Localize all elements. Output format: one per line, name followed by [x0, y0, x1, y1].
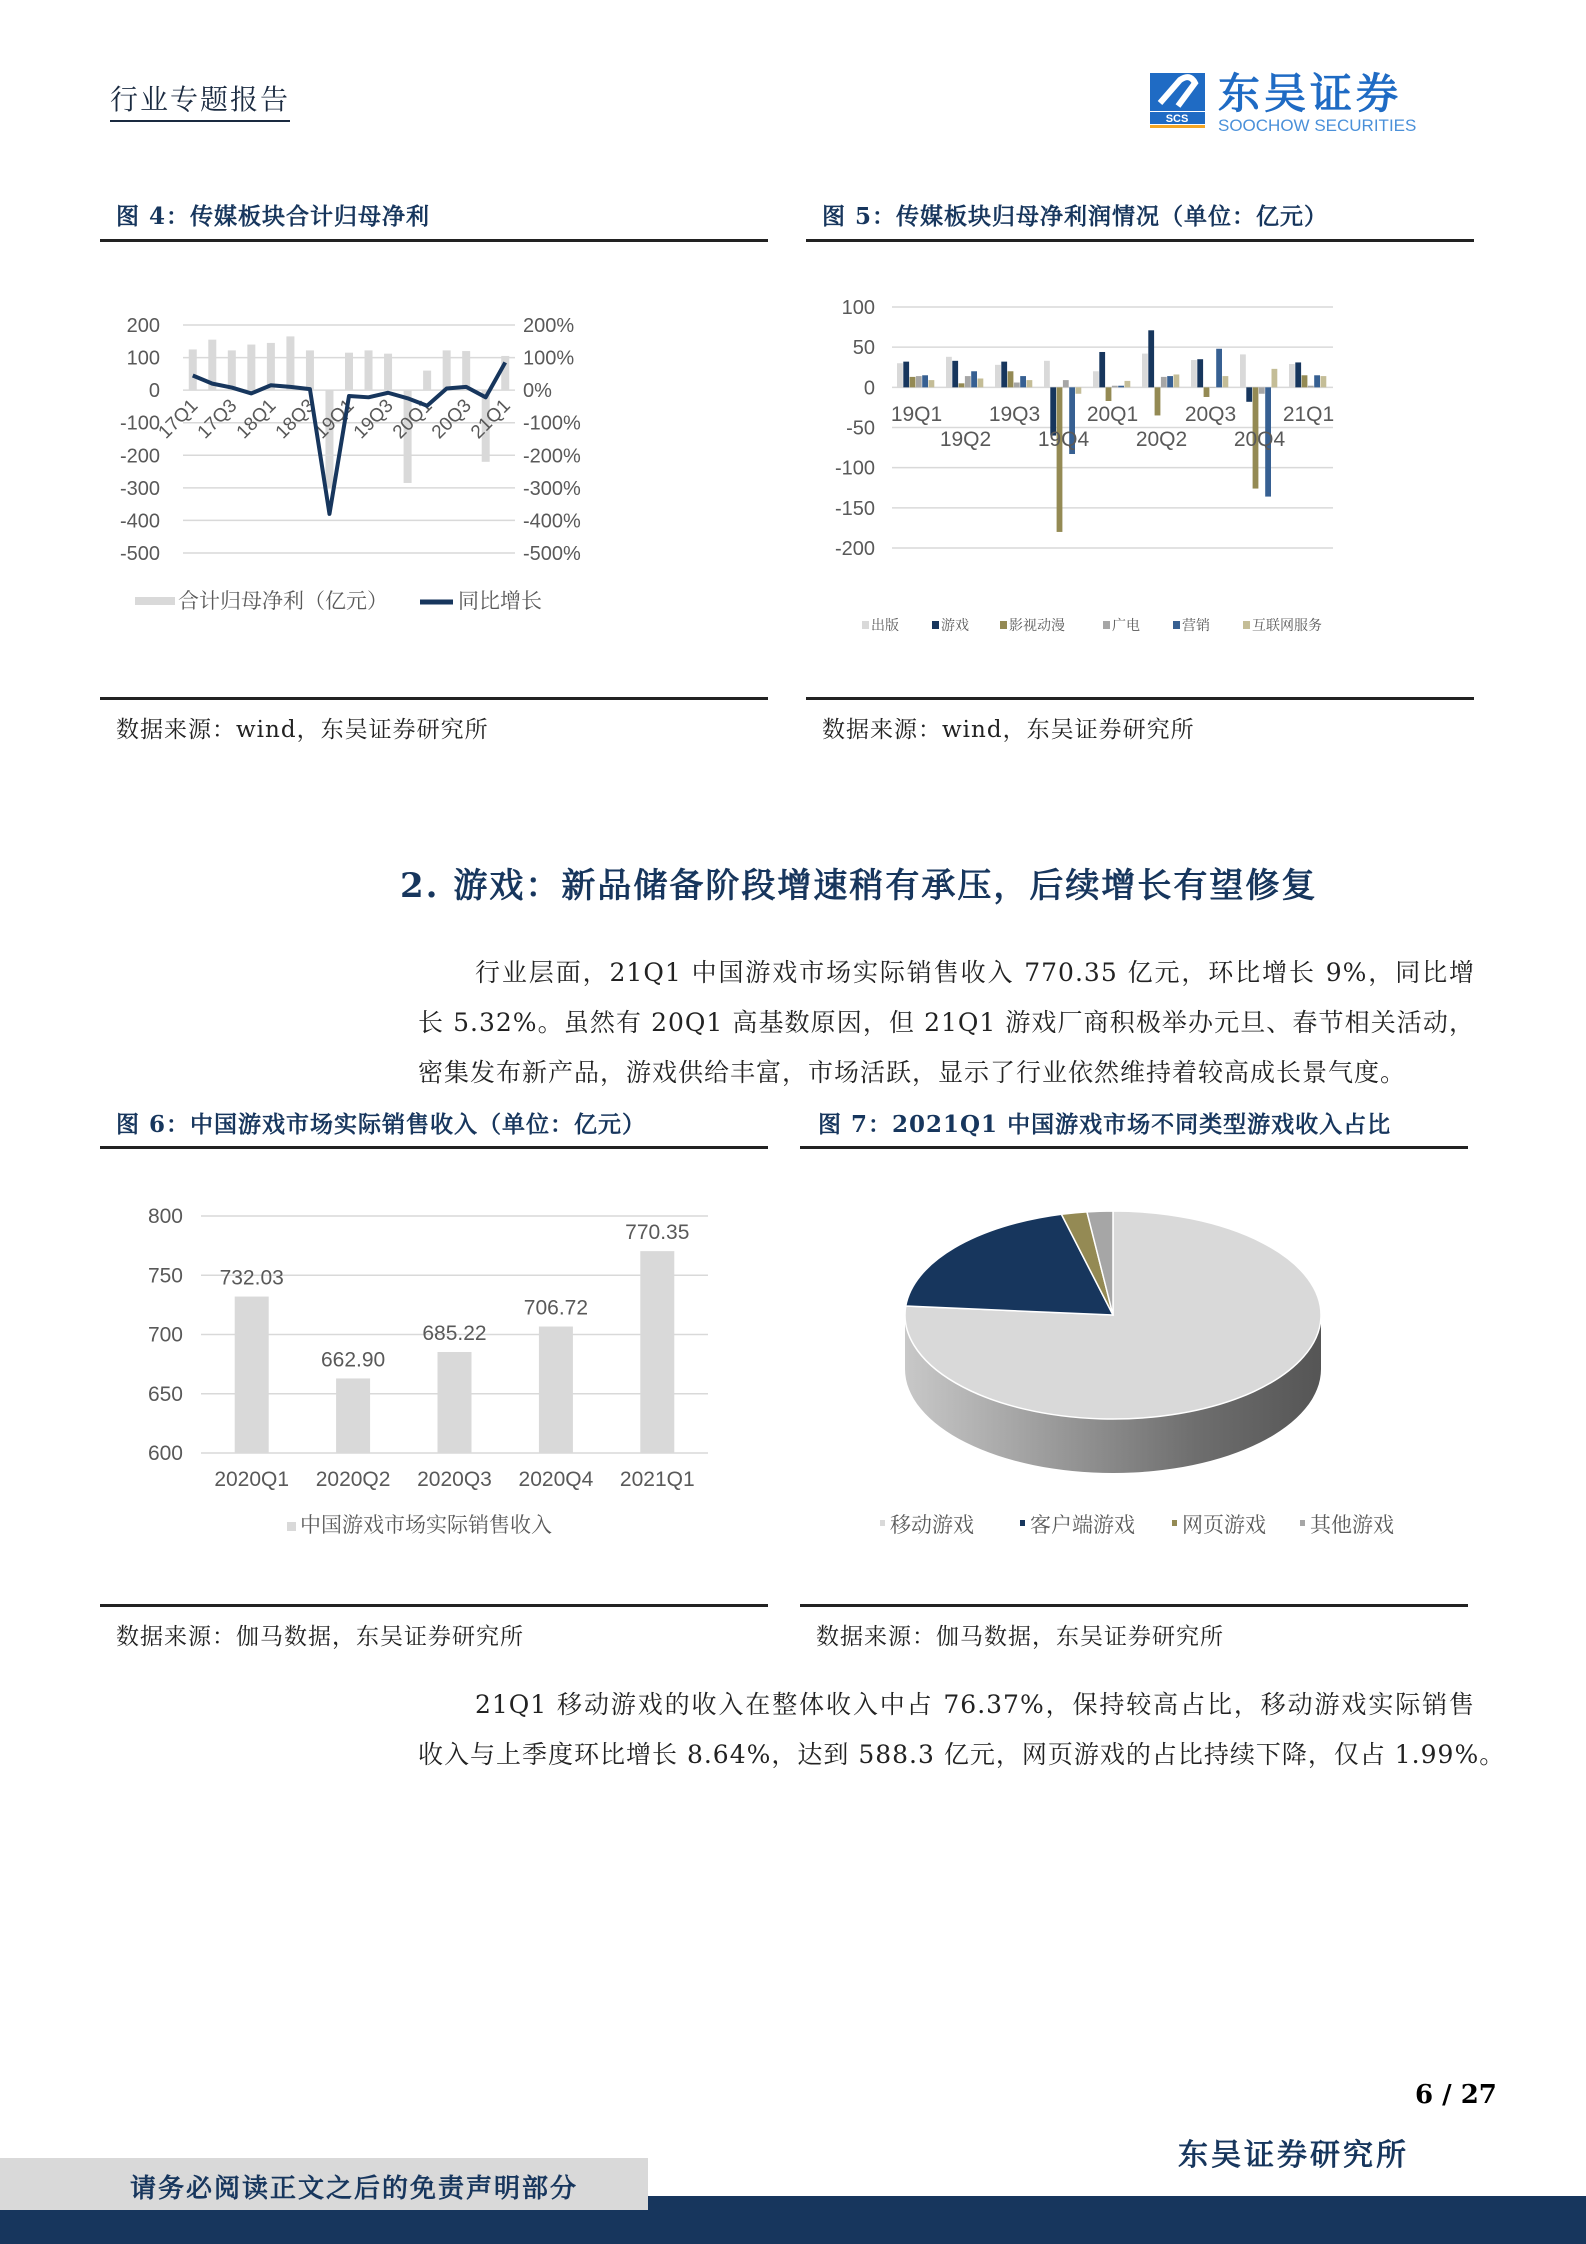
y-tick-label: 200: [126, 315, 160, 337]
y-tick-label: 50: [852, 337, 875, 360]
y-tick-label: -150: [834, 497, 875, 520]
fig5-top-rule: [806, 239, 1474, 242]
bar-4: [1118, 386, 1124, 388]
bar-1: [1148, 330, 1154, 387]
legend-label: 出版: [871, 617, 899, 633]
x-tick-label: 19Q2: [939, 428, 992, 451]
x-tick-label: 2020Q1: [214, 1468, 290, 1491]
bar-3: [1014, 383, 1020, 388]
x-tick-label: 2020Q4: [518, 1468, 594, 1491]
bar-0: [1191, 360, 1197, 387]
bar-1: [1099, 352, 1105, 387]
x-tick-label: 19Q3: [988, 403, 1041, 426]
disclaimer-text: 请务必阅读正文之后的免责声明部分: [130, 2174, 579, 2204]
y2-tick-label: 200%: [523, 315, 575, 337]
x-tick-label: 2020Q2: [315, 1468, 391, 1491]
bar-2: [1204, 387, 1210, 397]
bar-5: [1321, 376, 1327, 387]
legend-label: 同比增长: [458, 590, 542, 613]
legend-swatch: [932, 621, 939, 629]
bar-5: [1272, 369, 1278, 387]
y-tick-label: -500: [119, 543, 160, 565]
x-tick-label: 21Q1: [467, 395, 515, 444]
bar-2: [1008, 371, 1014, 387]
bar-3: [1210, 387, 1216, 388]
y-tick-label: 100: [841, 297, 875, 319]
legend-swatch: [287, 1522, 296, 1531]
fig5-chart: [820, 280, 1420, 640]
fig4-bottom-rule: [100, 697, 768, 700]
bar-0: [995, 365, 1001, 387]
fig7-source: 数据来源：伽马数据，东吴证券研究所: [816, 1624, 1224, 1650]
legend-swatch: [880, 1520, 885, 1526]
legend-label: 中国游戏市场实际销售收入: [300, 1514, 552, 1537]
bar-3: [1063, 380, 1069, 387]
y-tick-label: 0: [148, 380, 160, 403]
bar-revenue: [336, 1378, 370, 1453]
x-tick-label: 20Q3: [1184, 403, 1237, 426]
legend-swatch: [1172, 1520, 1177, 1526]
x-tick-label: 18Q1: [232, 395, 281, 444]
logo-cn: 东吴证券: [1218, 70, 1403, 117]
bar-0: [946, 357, 952, 388]
bar-3: [965, 376, 971, 387]
paragraph-line: 长 5.32%。虽然有 20Q1 高基数原因，但 21Q1 游戏厂商积极举办元旦、春节相关活动，: [418, 1008, 1475, 1037]
bar-revenue: [235, 1297, 269, 1453]
x-tick-label: 2020Q3: [417, 1468, 492, 1491]
bar-net-profit: [286, 336, 294, 390]
y-tick-label: -300: [119, 477, 160, 500]
legend-swatch: [1173, 621, 1180, 629]
fig4-source: 数据来源：wind，东吴证券研究所: [116, 717, 489, 743]
bar-net-profit: [365, 350, 373, 390]
paragraph-line: 密集发布新产品，游戏供给丰富，市场活跃，显示了行业依然维持着较高成长景气度。: [418, 1058, 1407, 1087]
legend-label: 其他游戏: [1310, 1514, 1394, 1537]
bar-5: [1223, 376, 1229, 387]
bar-1: [1295, 362, 1301, 387]
bar-3: [1259, 387, 1265, 393]
bar-2: [1155, 387, 1161, 415]
bar-1: [1246, 387, 1252, 401]
bar-2: [1057, 387, 1063, 532]
bar-5: [1027, 380, 1033, 387]
paragraph-2: [418, 1680, 1506, 1780]
bar-net-profit: [228, 350, 236, 390]
bar-2: [959, 383, 965, 387]
y-tick-label: -100: [119, 412, 160, 435]
bar-net-profit: [443, 350, 451, 390]
bar-net-profit: [345, 353, 353, 390]
bar-4: [922, 375, 928, 387]
legend-label: 合计归母净利（亿元）: [178, 590, 388, 613]
x-tick-label: 20Q2: [1135, 428, 1188, 451]
bar-revenue: [438, 1352, 472, 1453]
bar-net-profit: [267, 343, 275, 390]
y-tick-label: 650: [147, 1382, 183, 1406]
soochow-logo: [1150, 68, 1460, 143]
bar-0: [1093, 371, 1099, 387]
legend-label: 游戏: [941, 617, 969, 633]
bar-1: [903, 362, 909, 388]
x-tick-label: 19Q1: [890, 403, 943, 426]
bar-4: [1216, 349, 1222, 388]
bar-0: [1289, 364, 1295, 387]
x-tick-label: 20Q3: [427, 395, 476, 444]
y-tick-label: 700: [147, 1323, 183, 1347]
y2-tick-label: -500%: [523, 543, 581, 565]
y2-tick-label: -400%: [523, 510, 581, 533]
legend-swatch: [1300, 1520, 1305, 1526]
fig4-chart: [90, 280, 770, 640]
x-tick-label: 20Q1: [388, 395, 437, 444]
fig6-source: 数据来源：伽马数据，东吴证券研究所: [116, 1624, 524, 1650]
bar-net-profit: [247, 345, 255, 391]
legend-label: 影视动漫: [1009, 617, 1065, 633]
y-tick-label: 0: [863, 377, 875, 400]
fig6-title: 图 6：中国游戏市场实际销售收入（单位：亿元）: [116, 1111, 647, 1138]
bar-0: [897, 363, 903, 387]
y-tick-label: 800: [147, 1205, 183, 1228]
y-tick-label: 750: [147, 1264, 183, 1288]
bar-net-profit: [306, 350, 314, 390]
bar-1: [1197, 359, 1203, 387]
y2-tick-label: 0%: [523, 380, 552, 403]
y-tick-label: -50: [846, 417, 875, 440]
bar-5: [929, 380, 935, 387]
legend-label: 移动游戏: [890, 1514, 974, 1537]
x-tick-label: 21Q1: [1282, 403, 1335, 426]
bar-net-profit: [189, 349, 197, 390]
data-label: 770.35: [625, 1221, 690, 1245]
paragraph-line: 21Q1 移动游戏的收入在整体收入中占 76.37%，保持较高占比，移动游戏实际销售: [475, 1690, 1475, 1719]
bar-2: [1302, 375, 1308, 387]
paragraph-line: 行业层面，21Q1 中国游戏市场实际销售收入 770.35 亿元，环比增长 9%，同比增: [475, 958, 1475, 987]
y-tick-label: 600: [147, 1442, 183, 1465]
x-tick-label: 2021Q1: [619, 1468, 695, 1491]
y-tick-label: -200: [119, 445, 160, 468]
x-tick-label: 17Q3: [193, 395, 242, 444]
bar-5: [1174, 374, 1180, 387]
x-tick-label: 17Q1: [154, 395, 203, 444]
x-tick-label: 18Q3: [271, 395, 320, 444]
data-label: 662.90: [320, 1348, 386, 1372]
bar-1: [952, 361, 958, 388]
x-tick-label: 19Q3: [349, 395, 398, 444]
bar-0: [1044, 361, 1050, 388]
legend-swatch: [862, 621, 869, 629]
bar-5: [1076, 387, 1082, 393]
y-tick-label: -400: [119, 510, 160, 533]
logo-underline: [1150, 125, 1205, 128]
y2-tick-label: 100%: [523, 347, 575, 370]
data-label: 732.03: [219, 1266, 284, 1290]
bar-3: [916, 376, 922, 387]
bar-3: [1161, 377, 1167, 387]
legend-label: 营销: [1182, 617, 1210, 633]
bar-0: [1142, 354, 1148, 388]
data-label: 706.72: [523, 1296, 589, 1320]
fig6-chart: [100, 1180, 740, 1580]
bar-net-profit: [384, 354, 392, 390]
legend-label: 客户端游戏: [1030, 1514, 1135, 1537]
bar-3: [1308, 386, 1314, 388]
bar-5: [1125, 381, 1131, 387]
bar-3: [1112, 386, 1118, 388]
bar-net-profit: [423, 371, 431, 391]
bar-0: [1240, 354, 1246, 387]
fig7-chart: [860, 1180, 1420, 1560]
bar-2: [1106, 387, 1112, 401]
bar-revenue: [640, 1251, 674, 1453]
legend-label: 互联网服务: [1252, 617, 1322, 633]
y-tick-label: -200: [834, 538, 875, 560]
fig5-bottom-rule: [806, 697, 1474, 700]
x-tick-label: 19Q4: [1037, 428, 1090, 451]
legend-swatch: [1020, 1520, 1025, 1526]
x-tick-label: 19Q1: [310, 395, 359, 444]
section-heading: 2. 游戏：新品储备阶段增速稍有承压，后续增长有望修复: [400, 866, 1318, 906]
bar-4: [1020, 376, 1026, 387]
x-tick-label: 20Q1: [1086, 403, 1139, 426]
bar-1: [1001, 362, 1007, 388]
fig6-top-rule: [100, 1146, 768, 1149]
paragraph-1: [418, 948, 1475, 1098]
paragraph-line: 收入与上季度环比增长 8.64%，达到 588.3 亿元，网页游戏的占比持续下降，仅占 1.99%。: [418, 1740, 1506, 1769]
bar-5: [978, 378, 984, 387]
x-tick-label: 20Q4: [1233, 428, 1286, 451]
fig4-title: 图 4：传媒板块合计归母净利: [116, 203, 431, 230]
fig5-title: 图 5：传媒板块归母净利润情况（单位：亿元）: [822, 203, 1329, 230]
y2-tick-label: -300%: [523, 477, 581, 500]
bar-2: [910, 377, 916, 387]
legend-label: 网页游戏: [1182, 1514, 1266, 1537]
bar-net-profit: [501, 356, 509, 390]
legend-swatch: [1243, 621, 1250, 629]
y-tick-label: 100: [126, 347, 160, 370]
fig4-top-rule: [100, 239, 768, 242]
legend-swatch: [1000, 621, 1007, 629]
bar-4: [1314, 375, 1320, 387]
report-type: 行业专题报告: [110, 78, 290, 122]
bar-revenue: [539, 1327, 573, 1453]
legend-swatch-bar: [135, 597, 175, 605]
fig7-title: 图 7：2021Q1 中国游戏市场不同类型游戏收入占比: [818, 1111, 1392, 1138]
bar-4: [971, 371, 977, 387]
legend-swatch: [1103, 621, 1110, 629]
y2-tick-label: -100%: [523, 412, 581, 435]
fig6-bottom-rule: [100, 1604, 768, 1607]
y-tick-label: -100: [834, 457, 875, 480]
page-number: 6 / 27: [1415, 2080, 1497, 2110]
logo-mark-text: SCS: [1165, 113, 1189, 125]
data-label: 685.22: [422, 1322, 487, 1346]
fig5-source: 数据来源：wind，东吴证券研究所: [822, 717, 1195, 743]
fig7-bottom-rule: [800, 1604, 1468, 1607]
bar-4: [1167, 376, 1173, 387]
logo-en: SOOCHOW SECURITIES: [1218, 116, 1417, 135]
footer-institute: 东吴证券研究所: [1178, 2138, 1409, 2173]
legend-label: 广电: [1112, 617, 1140, 633]
fig7-top-rule: [800, 1146, 1468, 1149]
y2-tick-label: -200%: [523, 445, 581, 468]
bar-net-profit: [462, 351, 470, 390]
